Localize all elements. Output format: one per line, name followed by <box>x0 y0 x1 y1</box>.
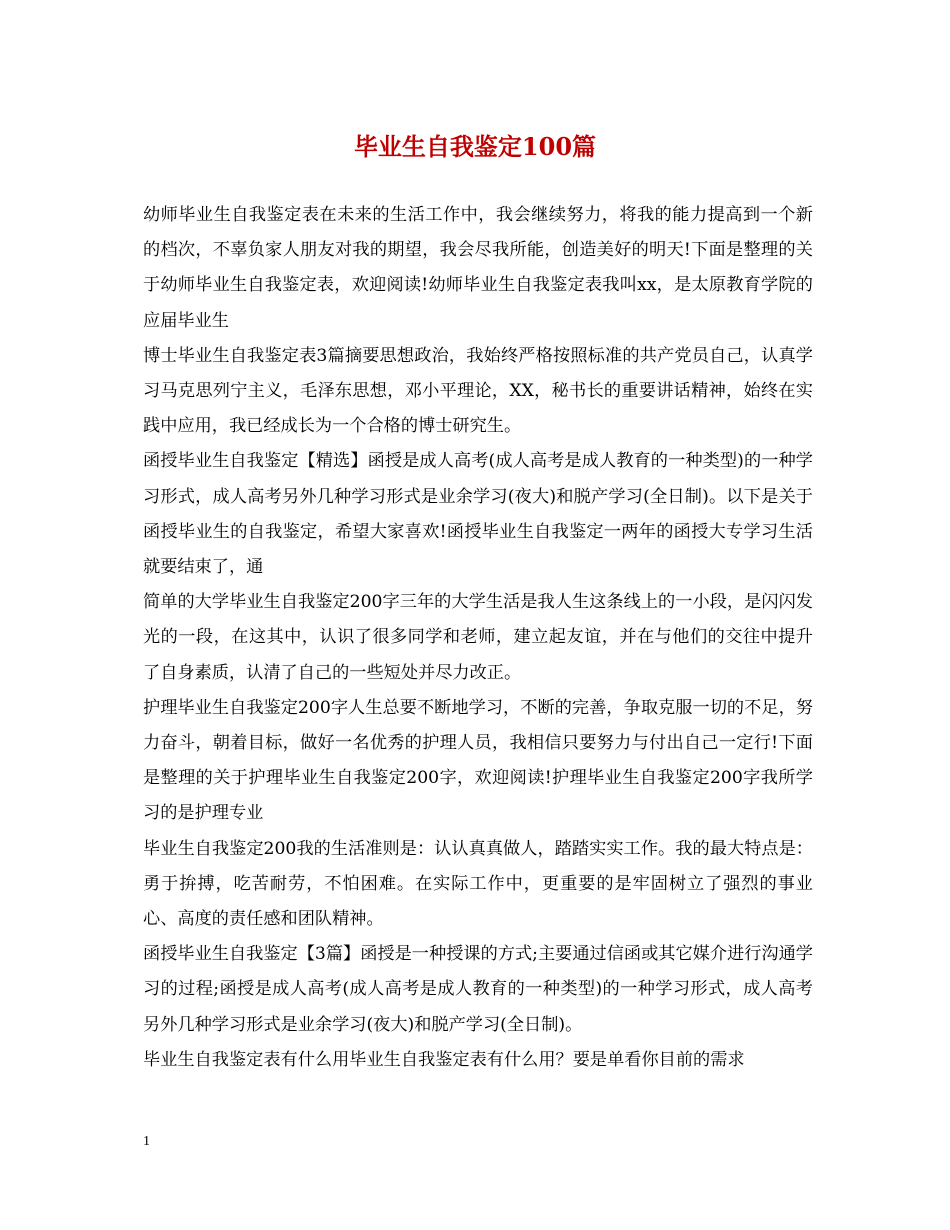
paragraph-2: 博士毕业生自我鉴定表3篇摘要思想政治，我始终严格按照标准的共产党员自己，认真学习马克思列宁主义，毛泽东思想，邓小平理论，XX，秘书长的重要讲话精神，始终在实践中应用，我已经成长为一个合格的博士研究生。 <box>143 345 813 437</box>
paragraph-5: 护理毕业生自我鉴定200字人生总要不断地学习，不断的完善，争取克服一切的不足，努力奋斗，朝着目标，做好一名优秀的护理人员，我相信只要努力与付出自己一定行!下面是整理的关于护理毕业生自我鉴定200字，欢迎阅读!护理毕业生自我鉴定200字我所学习的是护理专业 <box>143 697 813 824</box>
page-title: 毕业生自我鉴定100篇 <box>353 132 597 161</box>
paragraph-6: 毕业生自我鉴定200我的生活准则是：认认真真做人，踏踏实实工作。我的最大特点是：勇于拚搏，吃苦耐劳，不怕困难。在实际工作中，更重要的是牢固树立了强烈的事业心、高度的责任感和团队精神。 <box>143 838 813 930</box>
paragraph-1: 幼师毕业生自我鉴定表在未来的生活工作中，我会继续努力，将我的能力提高到一个新的档次，不辜负家人朋友对我的期望，我会尽我所能，创造美好的明天!下面是整理的关于幼师毕业生自我鉴定表，欢迎阅读!幼师毕业生自我鉴定表我叫xx，是太原教育学院的应届毕业生 <box>143 205 813 331</box>
paragraph-8: 毕业生自我鉴定表有什么用毕业生自我鉴定表有什么用？要是单看你目前的需求 <box>143 1049 745 1070</box>
paragraph-7: 函授毕业生自我鉴定【3篇】函授是一种授课的方式;主要通过信函或其它媒介进行沟通学习的过程;函授是成人高考(成人高考是成人教育的一种类型)的一种学习形式，成人高考另外几种学习形式是业余学习(夜大)和脱产学习(全日制)。 <box>143 944 813 1035</box>
page-number: 1 <box>143 1134 150 1149</box>
paragraph-4: 简单的大学毕业生自我鉴定200字三年的大学生活是我人生这条线上的一小段，是闪闪发光的一段，在这其中，认识了很多同学和老师，建立起友谊，并在与他们的交往中提升了自身素质，认清了自己的一些短处并尽力改正。 <box>143 592 813 683</box>
document-body <box>143 198 813 1078</box>
paragraph-3: 函授毕业生自我鉴定【精选】函授是成人高考(成人高考是成人教育的一种类型)的一种学习形式，成人高考另外几种学习形式是业余学习(夜大)和脱产学习(全日制)。以下是关于函授毕业生的自我鉴定，希望大家喜欢!函授毕业生自我鉴定一两年的函授大专学习生活就要结束了，通 <box>143 451 813 578</box>
